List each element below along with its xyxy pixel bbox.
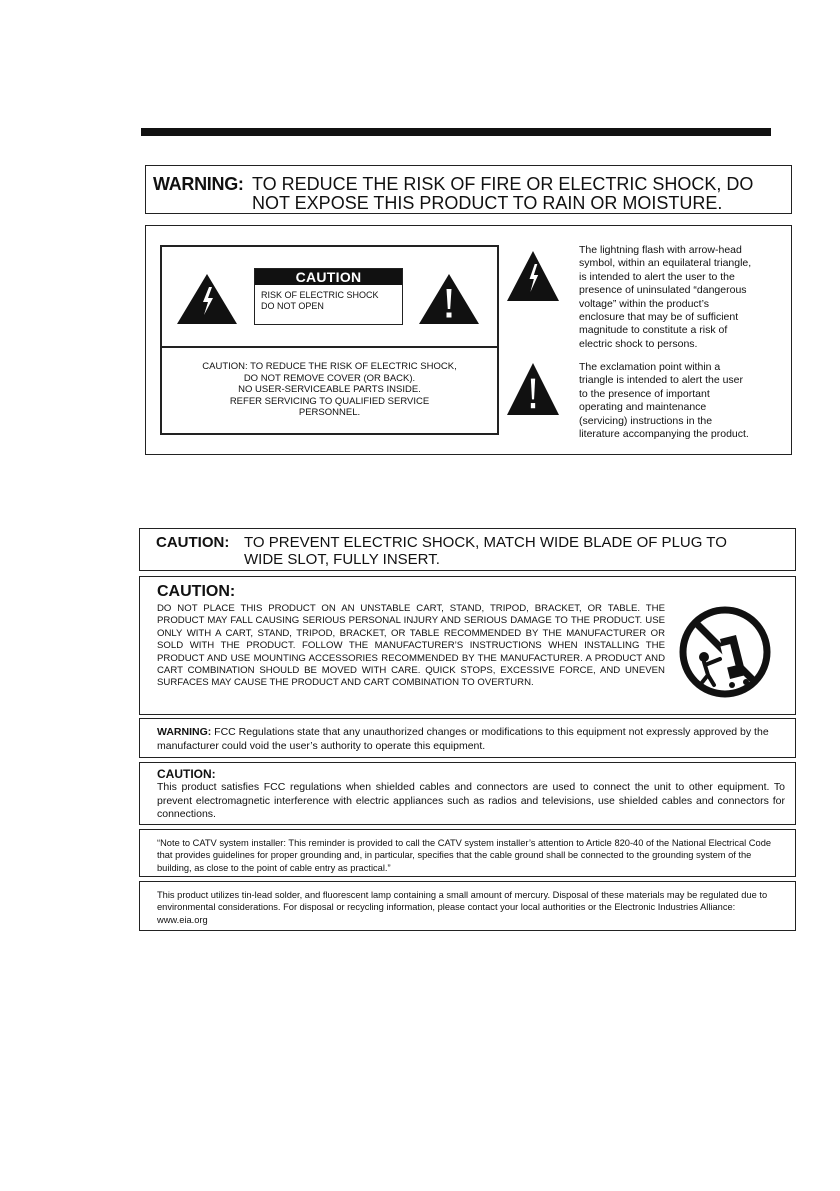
caution-sticker-line-1: RISK OF ELECTRIC SHOCK [261,290,379,300]
description-line: literature accompanying the product. [579,428,749,441]
description-line: enclosure that may be of sufficient [579,311,739,324]
fcc-warning-box [139,718,796,758]
fcc-caution-heading: CAUTION: [157,767,216,781]
caution-plug-box [139,528,796,571]
label-instruction-line: REFER SERVICING TO QUALIFIED SERVICE [229,395,430,407]
lightning-description [579,244,784,351]
caution-cart-box [139,576,796,715]
safety-symbols-panel [145,225,792,455]
warning-fire-box [145,165,792,214]
label-instruction-line: DO NOT REMOVE COVER (OR BACK). [243,372,416,384]
top-rule [141,128,771,136]
cart-tipover-icon [674,605,776,700]
description-line: triangle is intended to alert the user [579,374,744,387]
description-line: symbol, within an equilateral triangle, [579,257,752,270]
exclamation-symbol-icon [507,363,559,415]
exclamation-description [579,361,784,441]
fcc-caution-box [139,762,796,825]
caution-sticker-line-2: DO NOT OPEN [261,301,324,311]
catv-note-box [139,829,796,877]
label-divider [162,346,497,348]
description-line: presence of uninsulated “dangerous [579,284,747,297]
fcc-warning-text: FCC Regulations state that any unauthorized changes or modifications to this equipment not expressly approved by the manufacturer could void the user’s authority to operate this equipment. [157,726,769,752]
disposal-note-box [139,881,796,931]
warning-label: WARNING: [153,174,244,194]
caution-cart-text: DO NOT PLACE THIS PRODUCT ON AN UNSTABLE CART, STAND, TRIPOD, BRACKET, OR TABLE. THE PRODUCT MAY FALL CAUSING SERIOUS PERSONAL INJURY AND SERIOUS DAMAGE TO THE PRODUCT. USE ONLY WITH A CART, STAND, TRIPOD, BRACKET, OR TABLE RECOMMENDED BY THE MANUFACTURER OR SOLD WITH THE PRODUCT. FOLLOW THE MANUFACTURER’S INSTRUCTIONS WHEN INSTALLING THE PRODUCT AND USE MOUNTING ACCESSORIES RECOMMENDED BY THE MANUFACTURER. A PRODUCT AND CART COMBINATION SHOULD BE MOVED WITH CARE. QUICK STOPS, EXCESSIVE FORCE, AND UNEVEN SURFACES MAY CAUSE THE PRODUCT AND CART COMBINATION TO OVERTURN. [157,603,665,689]
caution-plug-line-2: WIDE SLOT, FULLY INSERT. [244,551,440,568]
caution-heading: CAUTION: [157,583,236,600]
exclamation-warning-icon [419,274,479,324]
description-line: to the presence of important [579,387,710,400]
warning-line-1: TO REDUCE THE RISK OF FIRE OR ELECTRIC SHOCK, DO [252,174,754,194]
label-instruction-line: NO USER-SERVICEABLE PARTS INSIDE. [238,384,421,395]
warning-line-2: NOT EXPOSE THIS PRODUCT TO RAIN OR MOISTURE. [252,193,723,213]
description-line: The exclamation point within a [579,361,721,373]
caution-plug-line-1: TO PREVENT ELECTRIC SHOCK, MATCH WIDE BLADE OF PLUG TO [244,534,727,551]
description-line: magnitude to constitute a risk of [579,324,728,337]
caution-label: CAUTION: [156,534,230,551]
lightning-warning-icon [177,274,237,324]
fcc-warning-label: WARNING: [157,726,212,738]
disposal-note-text: This product utilizes tin-lead solder, and fluorescent lamp containing a small amount of mercury. Disposal of these materials may be regulated due to environmental considerations. For disposal or recycling information, please contact your local authorities or the Electronic Industries Alliance: www.eia.org [157,890,768,925]
description-line: electric shock to persons. [579,337,698,350]
label-instructions [162,361,497,419]
description-line: The lightning flash with arrow-head [579,244,742,256]
caution-sticker [254,268,403,325]
caution-label-box [160,245,499,435]
catv-note-text: “Note to CATV system installer: This reminder is provided to call the CATV system installer’s attention to Article 820-40 of the National Electrical Code that provides guidelines for proper grounding and, in particular, specifies that the cable ground shall be connected to the grounding system of the building, as close to the point of cable entry as practical.” [157,838,772,873]
description-line: voltage” within the product’s [579,297,709,310]
description-line: operating and maintenance [579,401,707,414]
label-instruction-line: PERSONNEL. [298,407,361,418]
description-line: (servicing) instructions in the [579,414,713,427]
description-line: is intended to alert the user to the [579,270,735,283]
caution-sticker-header: CAUTION [255,269,402,285]
label-instruction-line: CAUTION: TO REDUCE THE RISK OF ELECTRIC SHOCK, [202,361,457,372]
lightning-symbol-icon [507,251,559,301]
fcc-caution-text: This product satisfies FCC regulations when shielded cables and connectors are used to connect the unit to other equipment. To prevent electromagnetic interference with electric appliances such as radios and televisions, use shielded cables and connectors for connections. [157,781,785,821]
